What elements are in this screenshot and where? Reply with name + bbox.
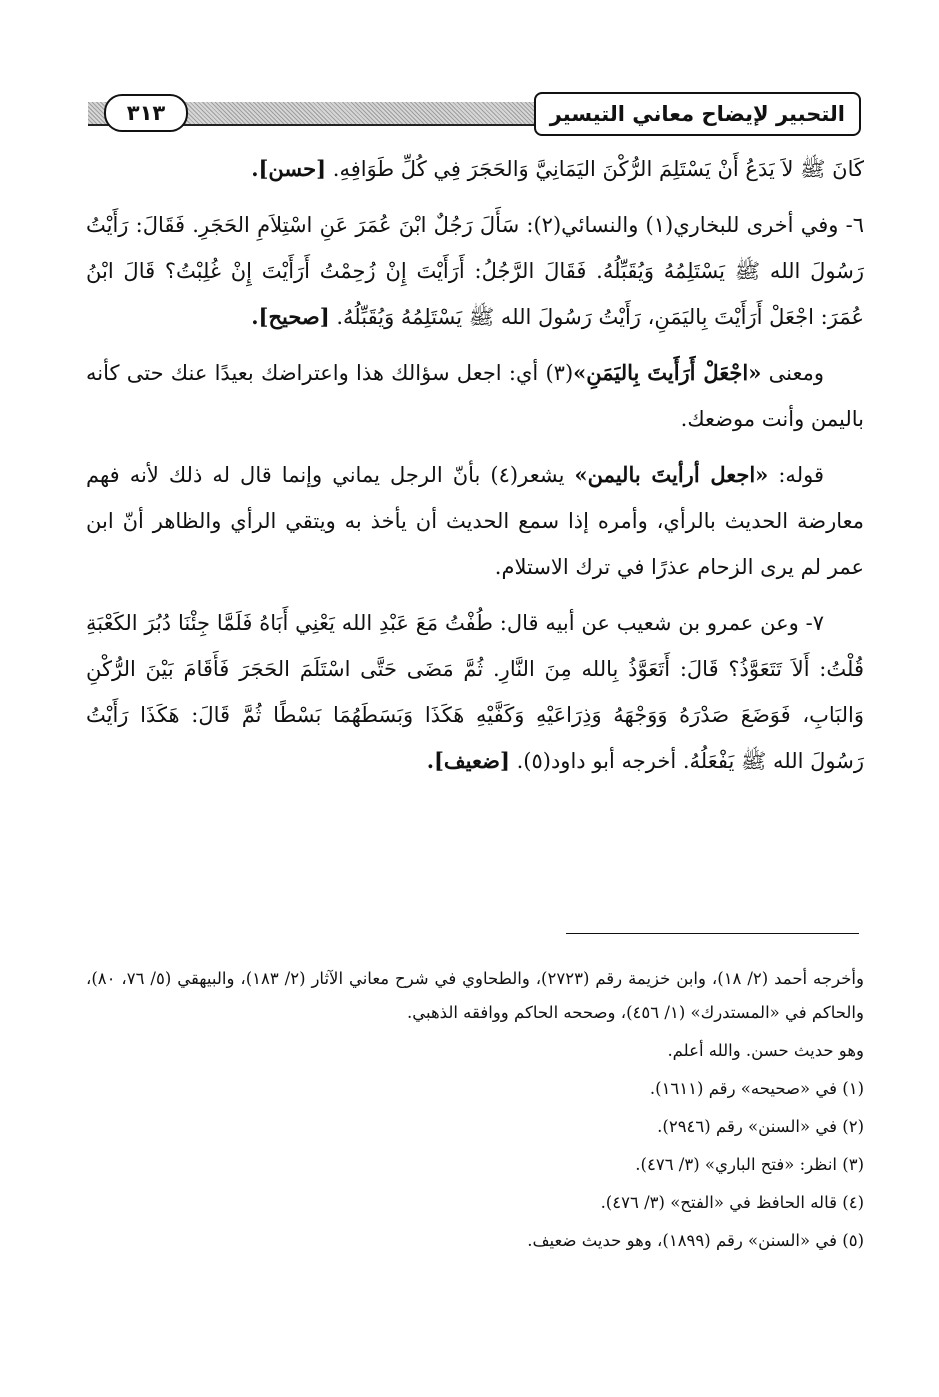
explanation-paragraph (86, 350, 864, 442)
footnote-5: (٥) في «السنن» رقم (١٨٩٩)، وهو حديث ضعيف. (527, 1231, 864, 1250)
explained-phrase: «اجْعَلْ أَرَأَيتَ بِاليَمَنِ» (573, 360, 762, 385)
commentary-text: يشعر(٤) بأنّ الرجل يماني وإنما قال له ذلك لأنه فهم معارضة الحديث بالرأي، وأمره إذا سمع الحديث أن يأخذ به ويتقي الرأي والظاهر أنّ ابن عمر لم يرى الزحام عذرًا في ترك الاستلام. (86, 463, 864, 579)
footnote-4: (٤) قاله الحافظ في «الفتح» (٣/ ٤٧٦). (600, 1193, 864, 1212)
footnote-continuation: وأخرجه أحمد (٢/ ١٨)، وابن خزيمة رقم (٢٧٢٣)، والطحاوي في شرح معاني الآثار (٢/ ١٨٣)، والبيهقي (٥/ ٧٦، ٨٠)، والحاكم في «المستدرك» (١/ ٤٥٦)، وصححه الحاكم ووافقه الذهبي. (86, 969, 864, 1022)
footnote-conclusion: وهو حديث حسن. والله أعلم. (667, 1041, 864, 1060)
hadith-grade: [حسن]. (251, 156, 327, 181)
footnote-separator (566, 933, 859, 934)
page-header (88, 92, 861, 136)
commentary-paragraph (86, 452, 864, 590)
page-number: ٣١٣ (104, 94, 188, 132)
explanation-lead: ومعنى (768, 361, 824, 385)
footnotes (86, 962, 864, 1262)
hadith-paragraph-6 (86, 202, 864, 340)
hadith-text: كَانَ ﷺ لاَ يَدَعُ أَنْ يَسْتَلِمَ الرُّكْنَ اليَمَانِيَّ وَالحَجَرَ فِي كُلِّ طَوَافِهِ. (332, 157, 864, 181)
explanation-text: (٣) أي: اجعل سؤالك هذا واعتراضك بعيدًا عنك حتى كأنه باليمن وأنت موضعك. (86, 361, 864, 431)
footnote-3: (٣) انظر: «فتح الباري» (٣/ ٤٧٦). (635, 1155, 864, 1174)
hadith-paragraph-7 (86, 600, 864, 784)
hadith-grade: [ضعيف]. (426, 748, 510, 773)
footnote-1: (١) في «صحيحه» رقم (١٦١١). (649, 1079, 864, 1098)
book-title: التحبير لإيضاح معاني التيسير (534, 92, 861, 136)
commentary-lead: قوله: (778, 463, 824, 487)
commentary-phrase: «اجعل أرأيتَ باليمن» (574, 462, 769, 487)
footnote-2: (٢) في «السنن» رقم (٢٩٤٦). (657, 1117, 864, 1136)
hadith-grade: [صحيح]. (251, 304, 330, 329)
hadith-paragraph-1 (86, 146, 864, 192)
hadith-text: ٦- وفي أخرى للبخاري(١) والنسائي(٢): سَأَلَ رَجُلٌ ابْنَ عُمَرَ عَنِ اسْتِلاَمِ الحَجَرِ. فَقَالَ: رَأَيْتُ رَسُولَ الله ﷺ يَسْتَلِمُهُ وَيُقَبِّلُهُ. فَقَالَ الرَّجُلُ: أَرَأَيْتَ إِنْ زُحِمْتُ أَرَأَيْتَ إِنْ غُلِبْتُ؟ قَالَ ابْنُ عُمَرَ: اجْعَلْ أَرَأَيْتَ بِاليَمَنِ، رَأَيْتُ رَسُولَ الله ﷺ يَسْتَلِمُهُ وَيُقَبِّلُهُ. (86, 213, 864, 329)
main-text (86, 146, 864, 794)
hadith-text: ٧- وعن عمرو بن شعيب عن أبيه قال: طُفْتُ مَعَ عَبْدِ الله يَعْنِي أَبَاهُ فَلَمَّا جِئْنَا دُبُرَ الكَعْبَةِ قُلْتُ: أَلاَ تَتَعَوَّذُ؟ قَالَ: أَتَعَوَّذُ بِالله مِنَ النَّارِ. ثُمَّ مَضَى حَتَّى اسْتَلَمَ الحَجَرَ فَأَقَامَ بَيْنَ الرُّكْنِ وَالبَابِ، فَوَضَعَ صَدْرَهُ وَوَجْهَهُ وَذِرَاعَيْهِ وَكَفَّيْهِ هَكَذَا وَبَسَطَهُمَا بَسْطًا ثُمَّ قَالَ: هَكَذَا رَأَيْتُ رَسُولَ الله ﷺ يَفْعَلُهُ. أخرجه أبو داود(٥). (86, 611, 864, 773)
